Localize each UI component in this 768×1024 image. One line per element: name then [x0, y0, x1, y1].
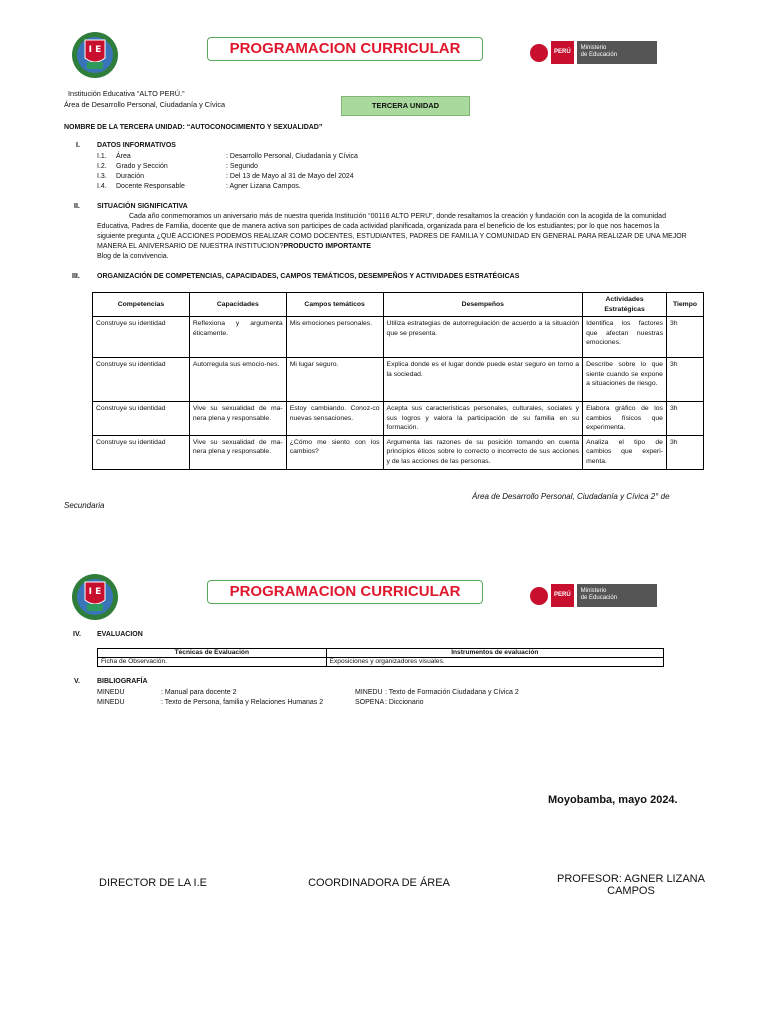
cell-campo: Mi lugar seguro. [286, 358, 383, 402]
section1-label-4: Docente Responsable [116, 183, 185, 190]
page-title: PROGRAMACION CURRICULAR [207, 37, 483, 61]
cell-actividad: Elabora gráfico de los cambios físicos que experimenta. [583, 402, 667, 436]
table-row [93, 317, 704, 358]
th-desempenos: Desempeños [383, 293, 583, 317]
cell-competencia: Construye su identidad [93, 402, 190, 436]
section4-title: EVALUACION [97, 631, 143, 638]
section2-line4 [97, 242, 371, 251]
section5-num: V. [74, 678, 80, 685]
section2-question-end: MANERA EL ANIVERSARIO DE NUESTRA INSTITUCION? [97, 243, 284, 250]
table-header-row [93, 293, 704, 317]
th-instrumentos: Instrumentos de evaluación [326, 649, 663, 658]
section1-title: DATOS INFORMATIVOS [97, 142, 176, 149]
section1-label-2: Grado y Sección [116, 163, 168, 170]
evaluacion-table [97, 648, 664, 667]
cell-capacidad: Autorregula sus emocio-nes. [189, 358, 286, 402]
section3-title: ORGANIZACIÓN DE COMPETENCIAS, CAPACIDADES, CAMPOS TEMÁTICOS, DESEMPEÑOS Y ACTIVIDADES ESTRATÉGICAS [97, 273, 520, 280]
signature-profesor-line1: PROFESOR: AGNER LIZANA [557, 873, 705, 885]
th-campos: Campos temáticos [286, 293, 383, 317]
minedu-name [577, 584, 657, 607]
section1-label-1: Área [116, 153, 131, 160]
bib-text-1: : Manual para docente 2 [161, 689, 237, 696]
minedu-name [577, 41, 657, 64]
place-date: Moyobamba, mayo 2024. [548, 794, 678, 806]
cell-actividad: Identifica los factores que afectan nuestras emociones. [583, 317, 667, 358]
section2-line3: siguiente pregunta ¿QUÉ ACCIONES PODEMOS REALIZAR COMO DOCENTES, ESTUDIANTES, PADRES DE FAMILIA Y COMUNIDAD EN GENERAL PARA REALIZAR DE UNA MEJOR [97, 233, 687, 240]
minedu-ministerio: Ministerio [580, 588, 607, 594]
minedu-ministerio: Ministerio [580, 45, 607, 51]
signature-coordinadora: COORDINADORA DE ÁREA [308, 877, 450, 889]
section1-num: I. [76, 142, 80, 149]
cell-tiempo: 3h [666, 358, 703, 402]
cell-desempeno: Utiliza estrategias de autorregulación de acuerdo a la situación que se presenta. [383, 317, 583, 358]
minedu-peru-label: PERÚ [551, 584, 574, 607]
cell-campo: Mis emociones personales. [286, 317, 383, 358]
cell-competencia: Construye su identidad [93, 358, 190, 402]
th-competencias: Competencias [93, 293, 190, 317]
section2-line2: Educativa, Padres de Familia, docente que de manera activa son participes de cada actividad planificada, organizada para el beneficio de los estudiantes; por lo que nos hacemos la [97, 223, 660, 230]
section2-line5: Blog de la convivencia. [97, 253, 169, 260]
table-row [93, 402, 704, 436]
cell-desempeno: Explica donde es el lugar donde puede estar seguro en torno a la sociedad. [383, 358, 583, 402]
unit-badge: TERCERA UNIDAD [341, 96, 470, 116]
signature-director: DIRECTOR DE LA I.E [99, 877, 207, 889]
cell-tiempo: 3h [666, 317, 703, 358]
peru-shield-icon [530, 587, 548, 605]
section1-value-4: : Agner Lizana Campos. [226, 183, 301, 190]
section2-product: PRODUCTO IMPORTANTE [283, 243, 372, 250]
section1-code-2: I.2. [97, 163, 107, 170]
cell-capacidad: Vive su sexualidad de ma-nera plena y responsable. [189, 402, 286, 436]
section2-title: SITUACIÓN SIGNIFICATIVA [97, 203, 188, 210]
cell-actividad: Analiza el tipo de cambios que experi-menta. [583, 435, 667, 469]
school-name: Institución Educativa “ALTO PERÚ.” [68, 89, 185, 98]
cell-tiempo: 3h [666, 435, 703, 469]
school-area: Área de Desarrollo Personal, Ciudadanía y Cívica [64, 100, 226, 109]
peru-shield-icon [530, 44, 548, 62]
bib-source-3: MINEDU [355, 689, 383, 696]
section1-code-1: I.1. [97, 153, 107, 160]
th-tecnicas: Técnicas de Evaluación [98, 649, 327, 658]
section1-code-4: I.4. [97, 183, 107, 190]
cell-capacidad: Reflexiona y argumenta éticamente. [189, 317, 286, 358]
section4-num: IV. [73, 631, 81, 638]
page-title-2: PROGRAMACION CURRICULAR [207, 580, 483, 604]
signature-profesor-line2: CAMPOS [607, 885, 655, 897]
cell-tecnica: Ficha de Observación. [98, 658, 327, 667]
section1-code-3: I.3. [97, 173, 107, 180]
svg-text:I E: I E [88, 45, 102, 55]
cell-desempeno: Acepta sus características personales, culturales, sociales y sus logros y valora la participación de su familia en su formación. [383, 402, 583, 436]
bib-source-2: MINEDU [97, 699, 125, 706]
cell-instrumento: Exposiciones y organizadores visuales. [326, 658, 663, 667]
bib-source-4: SOPENA [355, 699, 385, 706]
cell-desempeno: Argumenta las razones de su posición tomando en cuenta principios éticos sobre lo correcto o incorrecto de sus acciones y de las acciones de las personas. [383, 435, 583, 469]
th-actividades: Actividades Estratégicas [583, 293, 667, 317]
section3-num: III. [72, 273, 80, 280]
th-capacidades: Capacidades [189, 293, 286, 317]
th-tiempo: Tiempo [666, 293, 703, 317]
section2-line1: Cada año conmemoramos un aniversario más de nuestra querida Institución “00116 ALTO PERÚ”, donde resaltamos la creación y fundación con la acogida de la comunidad [129, 213, 666, 220]
bib-text-3: : Texto de Formación Ciudadana y Cívica 2 [385, 689, 519, 696]
minedu-educacion: de Educación [580, 52, 618, 58]
section1-value-1: : Desarrollo Personal, Ciudadanía y Cívica [226, 153, 358, 160]
minedu-educacion: de Educación [580, 595, 618, 601]
svg-text:I E: I E [88, 587, 102, 597]
footer-level: Secundaria [64, 501, 105, 510]
cell-campo: ¿Cómo me siento con los cambios? [286, 435, 383, 469]
cell-actividad: Describe sobre lo que siente cuando se expone a situaciones de riesgo. [583, 358, 667, 402]
bib-source-1: MINEDU [97, 689, 125, 696]
section5-title: BIBLIOGRAFÍA [97, 678, 148, 685]
bib-text-2: : Texto de Persona, familia y Relaciones Humanas 2 [161, 699, 324, 706]
table-row [93, 358, 704, 402]
minedu-logo-2 [530, 584, 657, 607]
section2-num: II. [74, 203, 80, 210]
unit-name: NOMBRE DE LA TERCERA UNIDAD: “AUTOCONOCIMIENTO Y SEXUALIDAD” [64, 124, 323, 131]
school-logo-2 [70, 572, 120, 622]
cell-campo: Estoy cambiando. Conoz-co nuevas sensaciones. [286, 402, 383, 436]
table-row [93, 435, 704, 469]
cell-capacidad: Vive su sexualidad de ma-nera plena y responsable. [189, 435, 286, 469]
cell-competencia: Construye su identidad [93, 317, 190, 358]
section1-label-3: Duración [116, 173, 145, 180]
minedu-peru-label: PERÚ [551, 41, 574, 64]
section1-value-2: : Segundo [226, 163, 258, 170]
minedu-logo [530, 41, 657, 64]
section1-value-3: : Del 13 de Mayo al 31 de Mayo del 2024 [226, 173, 354, 180]
school-logo [70, 30, 120, 80]
cell-competencia: Construye su identidad [93, 435, 190, 469]
footer-area: Área de Desarrollo Personal, Ciudadanía y Cívica 2° de [472, 492, 670, 501]
table-header-row [98, 649, 664, 658]
signature-profesor [546, 873, 716, 897]
competencias-table [92, 292, 704, 470]
table-row [98, 658, 664, 667]
bib-text-4: : Diccionario [385, 699, 424, 706]
cell-tiempo: 3h [666, 402, 703, 436]
